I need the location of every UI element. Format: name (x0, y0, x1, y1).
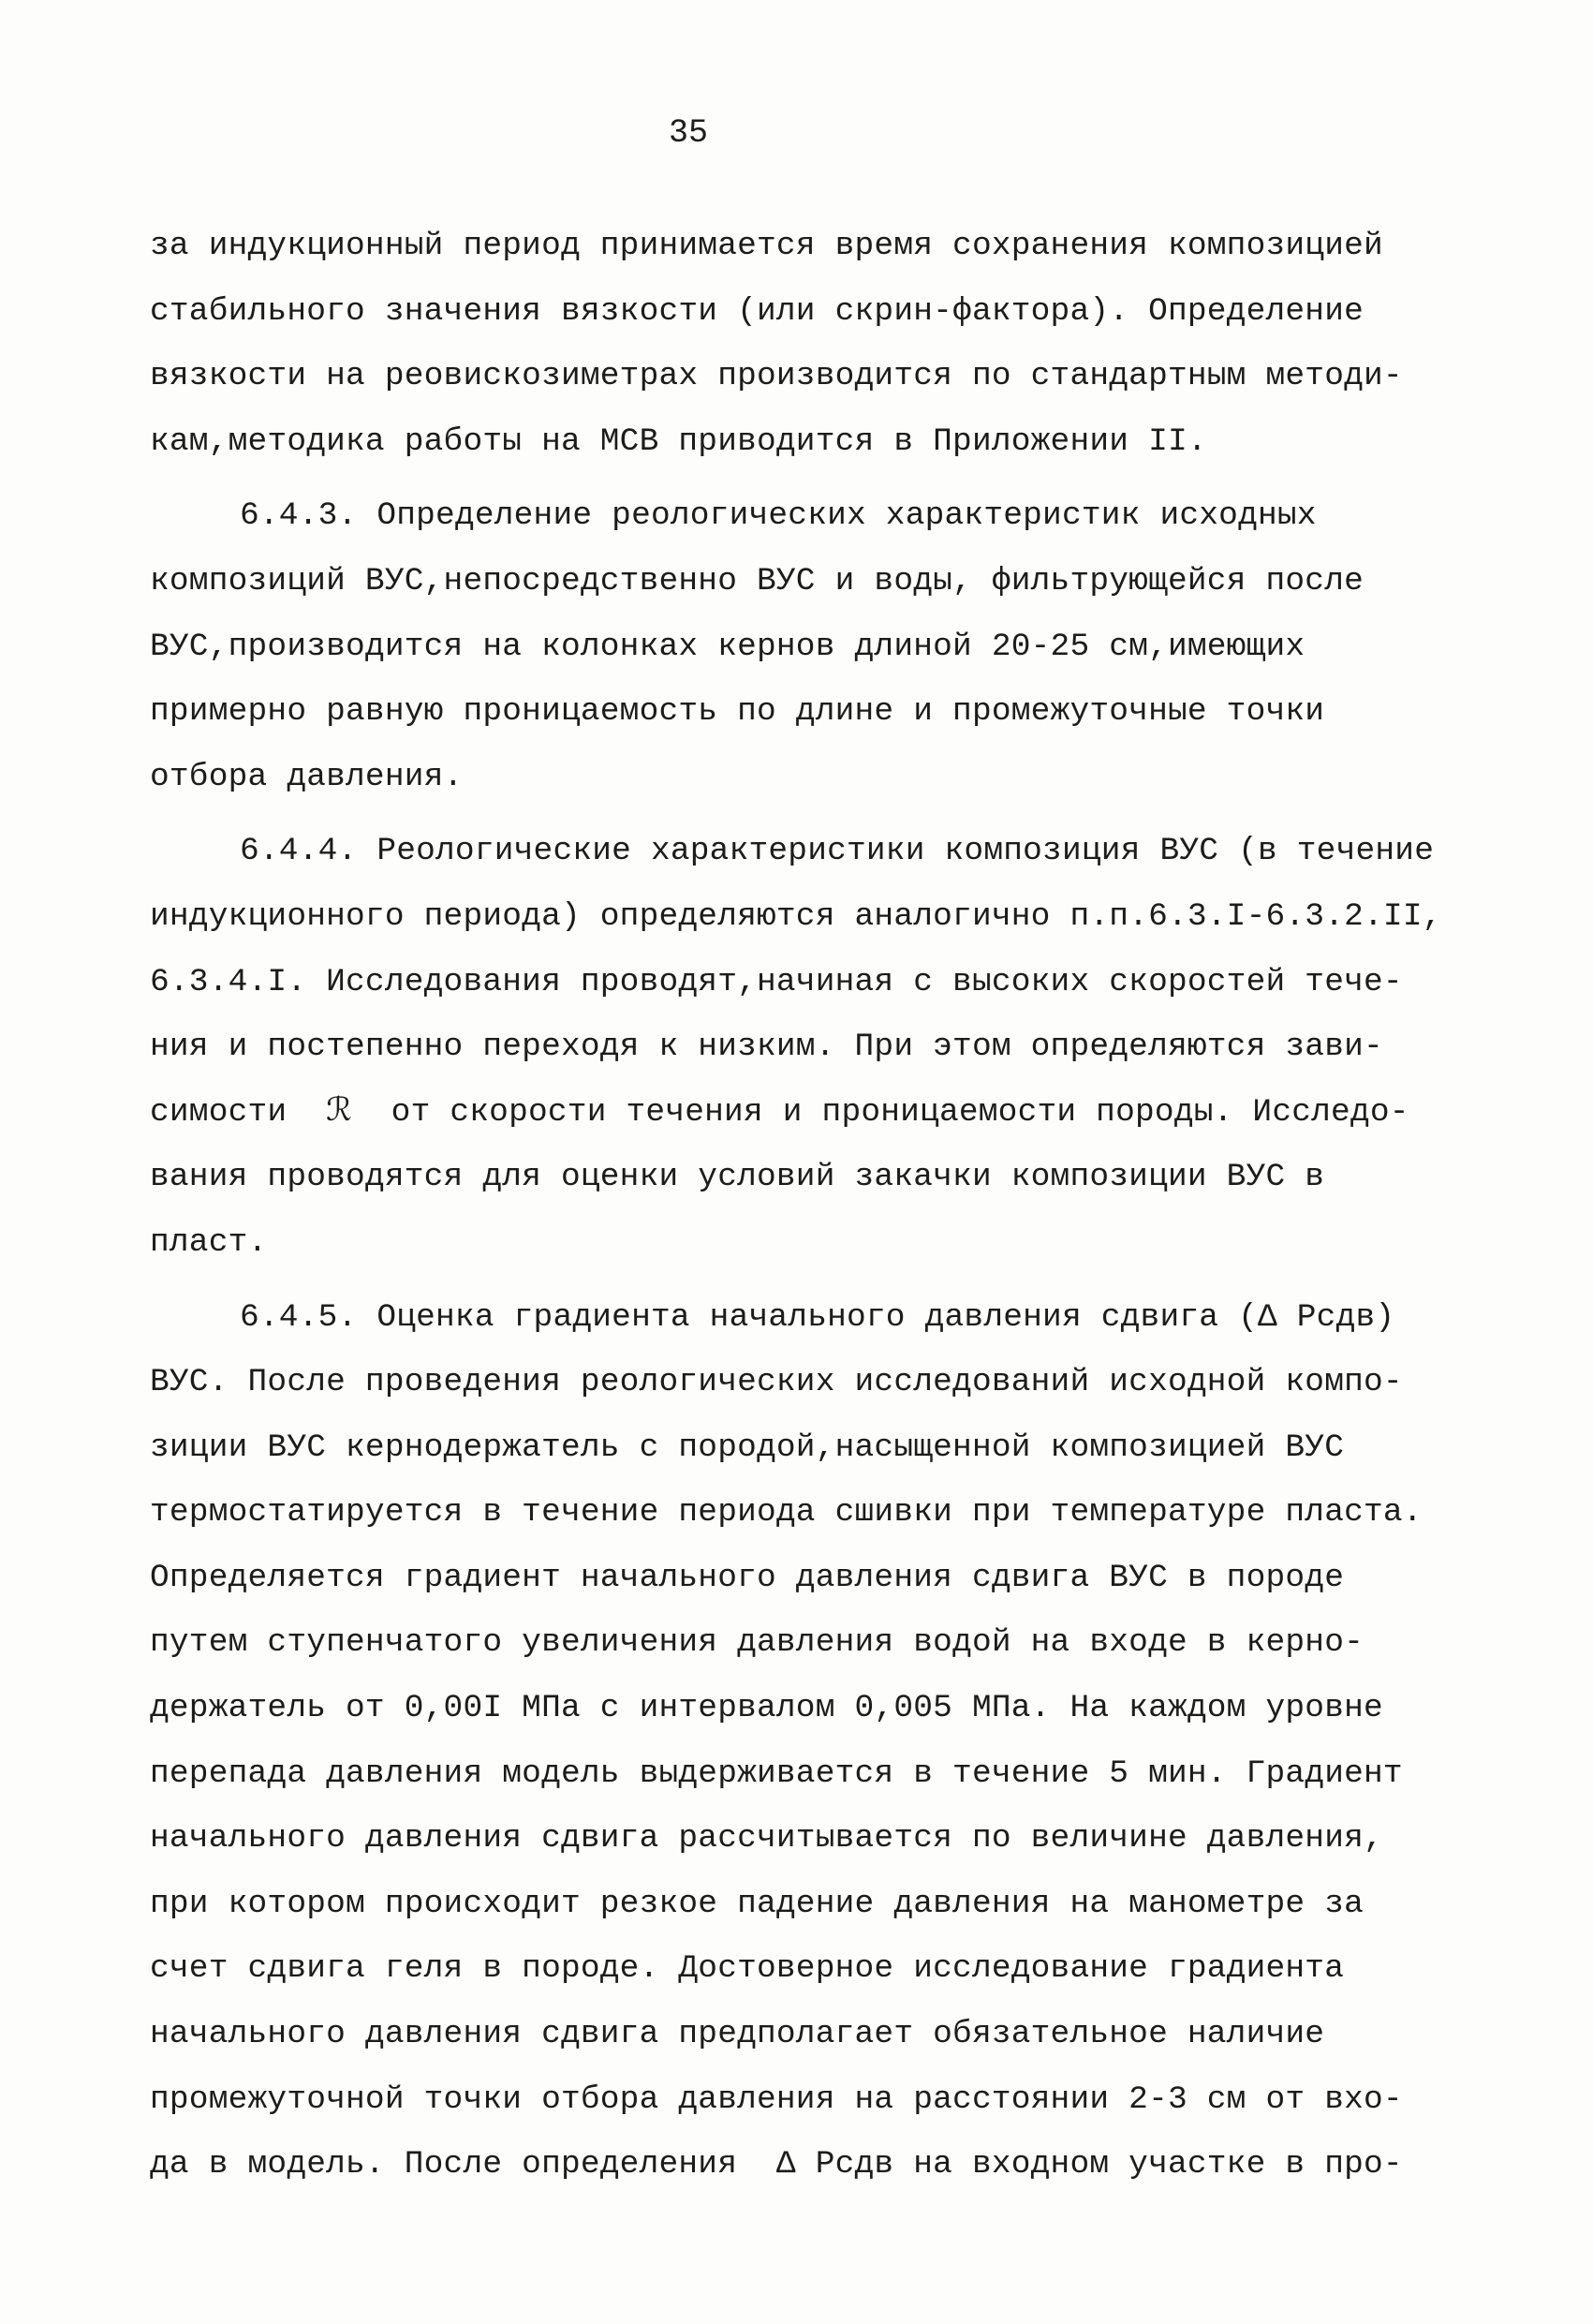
text-line: промежуточной точки отбора давления на расстоянии 2-3 см от вхо- (150, 2080, 1403, 2118)
text-line: термостатируется в течение периода сшивки при температуре пласта. (150, 1494, 1423, 1532)
paragraph-gap (150, 474, 1498, 483)
text-line: 6.4.3. Определение реологических характеристик исходных (240, 497, 1317, 535)
text-line: да в модель. После определения Δ Pсдв на входном участке в про- (150, 2146, 1403, 2183)
paragraph-gap (150, 809, 1498, 819)
text-line: ВУС. После проведения реологических исследований исходной компо- (150, 1364, 1403, 1401)
text-line: симости ℛ от скорости течения и проницаемости породы. Исследо- (150, 1093, 1409, 1131)
text-line: путем ступенчатого увеличения давления водой на входе в керно- (150, 1624, 1364, 1662)
text-line: при котором происходит резкое падение давления на манометре за (150, 1885, 1364, 1922)
text-line: примерно равную проницаемость по длине и промежуточные точки (150, 693, 1325, 731)
page-number: 35 (668, 114, 708, 152)
text-line: композиций ВУС,непосредственно ВУС и воды, фильтрующейся после (150, 562, 1364, 600)
paragraph-p2 (150, 483, 1498, 809)
text-line: держатель от 0,00I МПа с интервалом 0,005 МПа. На каждом уровне (150, 1690, 1383, 1727)
text-line: отбора давления. (150, 758, 464, 795)
paragraph-gap (150, 1276, 1498, 1285)
text-line: зиции ВУС кернодержатель с породой,насыщенной композицией ВУС (150, 1428, 1345, 1466)
text-line: индукционного периода) определяются аналогично п.п.6.3.I-6.3.2.II, (150, 897, 1442, 935)
paragraph-p4 (150, 1285, 1498, 2198)
text-line: 6.4.4. Реологические характеристики композиция ВУС (в течение (240, 833, 1435, 870)
text-line: 6.4.5. Оценка градиента начального давления сдвига (Δ Pсдв) (240, 1298, 1395, 1336)
text-line: начального давления сдвига рассчитывается по величине давления, (150, 1820, 1383, 1858)
document-body (150, 214, 1498, 2198)
text-line: счет сдвига геля в породе. Достоверное исследование градиента (150, 1950, 1345, 1988)
text-line: перепада давления модель выдерживается в течение 5 мин. Градиент (150, 1754, 1403, 1792)
text-line: начального давления сдвига предполагает обязательное наличие (150, 2016, 1325, 2053)
paragraph-p3 (150, 819, 1498, 1275)
text-line: пласт. (150, 1223, 268, 1261)
text-line: ВУС,производится на колонках кернов длиной 20-25 см,имеющих (150, 628, 1305, 665)
paragraph-p1 (150, 214, 1498, 474)
text-line: за индукционный период принимается время сохранения композицией (150, 228, 1383, 264)
text-line: Определяется градиент начального давления сдвига ВУС в породе (150, 1559, 1345, 1596)
text-line: кам,методика работы на МСВ приводится в Приложении II. (150, 422, 1207, 460)
text-line: вания проводятся для оценки условий закачки композиции ВУС в (150, 1159, 1325, 1196)
text-line: вязкости на реовискозиметрах производится по стандартным методи- (150, 358, 1403, 395)
text-line: ния и постепенно переходя к низким. При этом определяются зави- (150, 1029, 1383, 1066)
text-line: 6.3.4.I. Исследования проводят,начиная с высоких скоростей тече- (150, 963, 1403, 1000)
text-line: стабильного значения вязкости (или скрин-фактора). Определение (150, 292, 1364, 330)
